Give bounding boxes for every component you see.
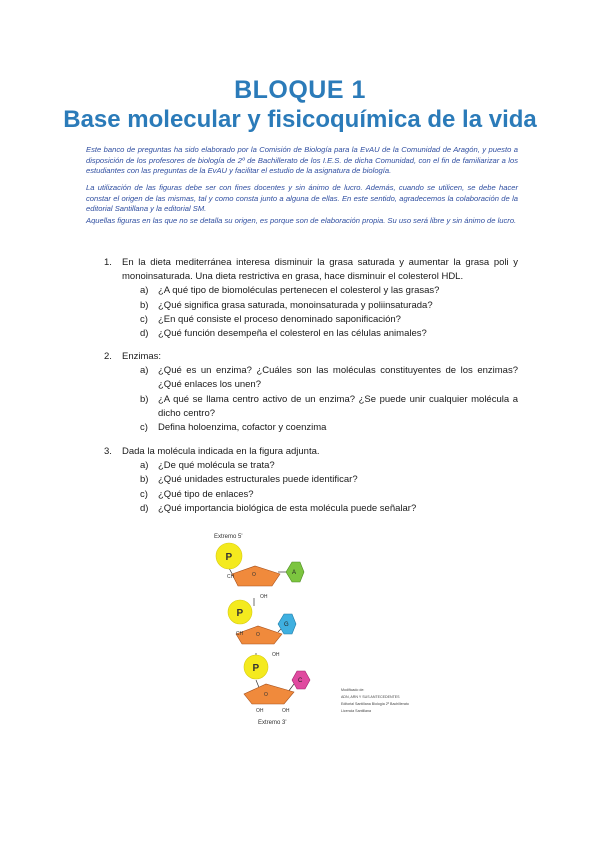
sub-text: ¿Qué es un enzima? ¿Cuáles son las moléculas constituyentes de los enzimas? ¿Qué enlaces los unen? (158, 365, 518, 391)
page-title: Base molecular y fisicoquímica de la vida (63, 106, 537, 133)
question-text: En la dieta mediterránea interesa disminuir la grasa saturada y aumentar la grasa poli y monoinsaturada. Una dieta restrictiva en grasa, hace disminuir el colesterol HDL. (122, 257, 518, 283)
sugar-pentagon (232, 566, 280, 586)
sub-text: ¿A qué tipo de biomoléculas pertenecen el colesterol y las grasas? (158, 285, 440, 297)
sub-question (140, 313, 518, 327)
block-title: BLOQUE 1 (234, 76, 366, 104)
question-1 (104, 256, 518, 341)
sub-text: ¿En qué consiste el proceso denominado saponificación? (158, 313, 401, 325)
sub-text: ¿Qué función desempeña el colesterol en las células animales? (158, 328, 427, 340)
intro-paragraph: Aquellas figuras en las que no se detalla su origen, es porque son de elaboración propia. Su uso será libre y sin ánimo de lucro. (86, 216, 517, 225)
ch2-label: CH (227, 574, 235, 580)
sub-text: Defina holoenzima, cofactor y coenzima (158, 422, 327, 434)
sub-text: ¿Qué significa grasa saturada, monoinsaturada y poliinsaturada? (158, 299, 433, 311)
question-3 (104, 445, 518, 516)
question-2 (104, 350, 518, 435)
question-number: 3. (104, 446, 112, 457)
sub-letter: d) (140, 502, 149, 514)
sub-question (140, 488, 518, 502)
sub-letter: b) (140, 393, 149, 405)
figure-credit: Modificado de: (341, 688, 365, 692)
intro-paragraph: La utilización de las figuras debe ser con fines docentes y sin ánimo de lucro. Además, cuando se utilicen, se debe hacer constar el origen de las mismas, tal y como consta junto a alguna de ellas. En este sentido, agradecemos la colaboración de la editorial Santillana y la editorial SM. (86, 183, 518, 214)
five-prime-label: Extremo 5' (214, 534, 243, 540)
sugar-o-label: O (256, 632, 260, 638)
sugar-o-label: O (264, 692, 268, 698)
sub-letter: d) (140, 328, 149, 340)
three-prime-label: Extremo 3' (258, 720, 287, 726)
sub-letter: b) (140, 299, 149, 311)
sugar-o-label: O (252, 572, 256, 578)
sub-text: ¿Qué importancia biológica de esta molécula puede señalar? (158, 502, 417, 514)
sub-question (140, 327, 518, 341)
sub-letter: c) (140, 488, 148, 500)
sub-text: ¿Qué tipo de enlaces? (158, 488, 254, 500)
sub-letter: a) (140, 365, 149, 377)
phosphate-label: P (225, 552, 233, 563)
sub-question (140, 502, 518, 516)
oh-label: OH (256, 708, 264, 714)
sub-letter: c) (140, 422, 148, 434)
sub-question (140, 393, 518, 421)
figure-credit: Editorial Santillana Biología 2º Bachillerato (341, 702, 409, 706)
sub-letter: a) (140, 460, 149, 472)
sub-question (140, 299, 518, 313)
sub-question (140, 459, 518, 473)
base-label: A (292, 570, 297, 576)
question-text: Dada la molécula indicada en la figura adjunta. (122, 446, 320, 457)
sub-question (140, 473, 518, 487)
sub-letter: b) (140, 474, 149, 486)
sub-question (140, 421, 518, 435)
ch2-label: CH (236, 631, 244, 637)
sugar-pentagon (244, 684, 294, 704)
intro-paragraph: Este banco de preguntas ha sido elaborado por la Comisión de Biología para la EvAU de la Comunidad de Aragón, y puesto a disposición de los profesores de biología de 2º de Bachillerato de los I.E.S. de dicha Comunidad, con el fin de familiarizar a los estudiantes con las preguntas de la EvAU y facilitar el estudio de la asignatura de biología. (86, 145, 518, 176)
phosphate-label: P (252, 663, 260, 674)
base-label: C (298, 678, 303, 684)
phosphate-label: P (236, 608, 244, 619)
oh-label: OH (282, 708, 290, 714)
sub-question (140, 284, 518, 298)
sub-question (140, 364, 518, 392)
sub-text: ¿Qué unidades estructurales puede identificar? (158, 474, 358, 486)
sub-letter: a) (140, 285, 149, 297)
question-text: Enzimas: (122, 351, 162, 362)
figure-credit: Licencia Santillana (341, 709, 371, 713)
oh-label: OH (260, 594, 268, 600)
question-number: 1. (104, 257, 112, 268)
question-number: 2. (104, 351, 112, 362)
base-label: G (284, 622, 289, 628)
oh-label: OH (272, 652, 280, 658)
figure-credit: ADN, ARN Y SUS ANTECEDENTES (341, 695, 400, 699)
sub-text: ¿De qué molécula se trata? (158, 460, 275, 472)
sub-text: ¿A qué se llama centro activo de un enzima? ¿Se puede unir cualquier molécula a dicho centro? (158, 393, 518, 419)
sub-letter: c) (140, 313, 148, 325)
dna-strand-figure (200, 528, 430, 728)
